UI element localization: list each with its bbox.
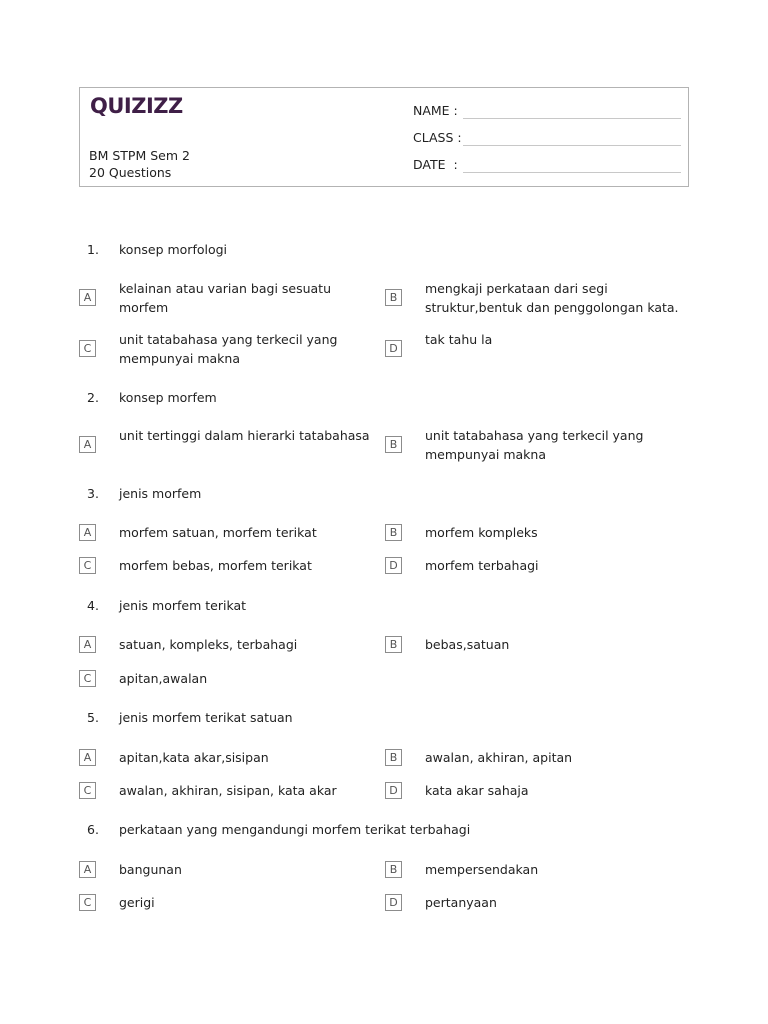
option-b-text: mempersendakan bbox=[425, 862, 539, 877]
option-b-text: morfem kompleks bbox=[425, 525, 538, 540]
date-label: DATE : bbox=[413, 157, 458, 172]
option-b-box[interactable]: B bbox=[385, 861, 402, 878]
option-d-box[interactable]: D bbox=[385, 557, 402, 574]
option-a-box[interactable]: A bbox=[79, 524, 96, 541]
option-b-text: unit tatabahasa yang terkecil yang mempunyai makna bbox=[425, 428, 644, 462]
question-text: konsep morfologi bbox=[119, 242, 228, 257]
option-a-box[interactable]: A bbox=[79, 749, 96, 766]
option-d-box[interactable]: D bbox=[385, 782, 402, 799]
option-d-text: tak tahu la bbox=[425, 332, 493, 347]
option-c-text: morfem bebas, morfem terikat bbox=[119, 558, 312, 573]
question-number: 3. bbox=[87, 486, 99, 501]
option-c-box[interactable]: C bbox=[79, 894, 96, 911]
option-c-box[interactable]: C bbox=[79, 670, 96, 687]
question-number: 5. bbox=[87, 710, 99, 725]
class-field bbox=[413, 130, 681, 150]
question-number: 4. bbox=[87, 598, 99, 613]
date-line bbox=[463, 172, 681, 173]
option-b-box[interactable]: B bbox=[385, 524, 402, 541]
option-a-text: morfem satuan, morfem terikat bbox=[119, 525, 317, 540]
question-number: 2. bbox=[87, 390, 99, 405]
question-text: jenis morfem bbox=[119, 486, 202, 501]
option-c-text: awalan, akhiran, sisipan, kata akar bbox=[119, 783, 337, 798]
option-d-text: pertanyaan bbox=[425, 895, 497, 910]
option-c-text: apitan,awalan bbox=[119, 671, 208, 686]
option-a-text: unit tertinggi dalam hierarki tatabahasa bbox=[119, 428, 370, 443]
question-text: konsep morfem bbox=[119, 390, 217, 405]
option-a-text: kelainan atau varian bagi sesuatu morfem bbox=[119, 281, 332, 315]
option-b-text: awalan, akhiran, apitan bbox=[425, 750, 573, 765]
question-text: jenis morfem terikat bbox=[119, 598, 247, 613]
option-d-box[interactable]: D bbox=[385, 340, 402, 357]
option-d-text: morfem terbahagi bbox=[425, 558, 539, 573]
name-label: NAME : bbox=[413, 103, 458, 118]
quizizz-logo: QUIZIZZ bbox=[90, 94, 183, 118]
quiz-title: BM STPM Sem 2 bbox=[89, 148, 190, 163]
option-b-box[interactable]: B bbox=[385, 436, 402, 453]
option-a-box[interactable]: A bbox=[79, 289, 96, 306]
option-c-text: gerigi bbox=[119, 895, 155, 910]
option-d-text: kata akar sahaja bbox=[425, 783, 529, 798]
name-field bbox=[413, 103, 681, 123]
question-number: 1. bbox=[87, 242, 99, 257]
date-field bbox=[413, 157, 681, 177]
class-label: CLASS : bbox=[413, 130, 462, 145]
option-d-box[interactable]: D bbox=[385, 894, 402, 911]
name-line bbox=[463, 118, 681, 119]
option-b-box[interactable]: B bbox=[385, 636, 402, 653]
option-c-text: unit tatabahasa yang terkecil yang mempunyai makna bbox=[119, 332, 338, 366]
option-a-text: bangunan bbox=[119, 862, 182, 877]
class-line bbox=[463, 145, 681, 146]
option-a-box[interactable]: A bbox=[79, 636, 96, 653]
question-text: jenis morfem terikat satuan bbox=[119, 710, 293, 725]
option-b-text: bebas,satuan bbox=[425, 637, 510, 652]
option-a-text: satuan, kompleks, terbahagi bbox=[119, 637, 298, 652]
option-c-box[interactable]: C bbox=[79, 340, 96, 357]
option-a-text: apitan,kata akar,sisipan bbox=[119, 750, 269, 765]
worksheet-header bbox=[79, 87, 689, 187]
option-c-box[interactable]: C bbox=[79, 557, 96, 574]
option-b-box[interactable]: B bbox=[385, 289, 402, 306]
option-b-box[interactable]: B bbox=[385, 749, 402, 766]
option-a-box[interactable]: A bbox=[79, 436, 96, 453]
option-b-text: mengkaji perkataan dari segi struktur,bentuk dan penggolongan kata. bbox=[425, 281, 679, 315]
question-number: 6. bbox=[87, 822, 99, 837]
question-count: 20 Questions bbox=[89, 165, 172, 180]
question-text: perkataan yang mengandungi morfem terikat terbahagi bbox=[119, 822, 471, 837]
option-a-box[interactable]: A bbox=[79, 861, 96, 878]
option-c-box[interactable]: C bbox=[79, 782, 96, 799]
